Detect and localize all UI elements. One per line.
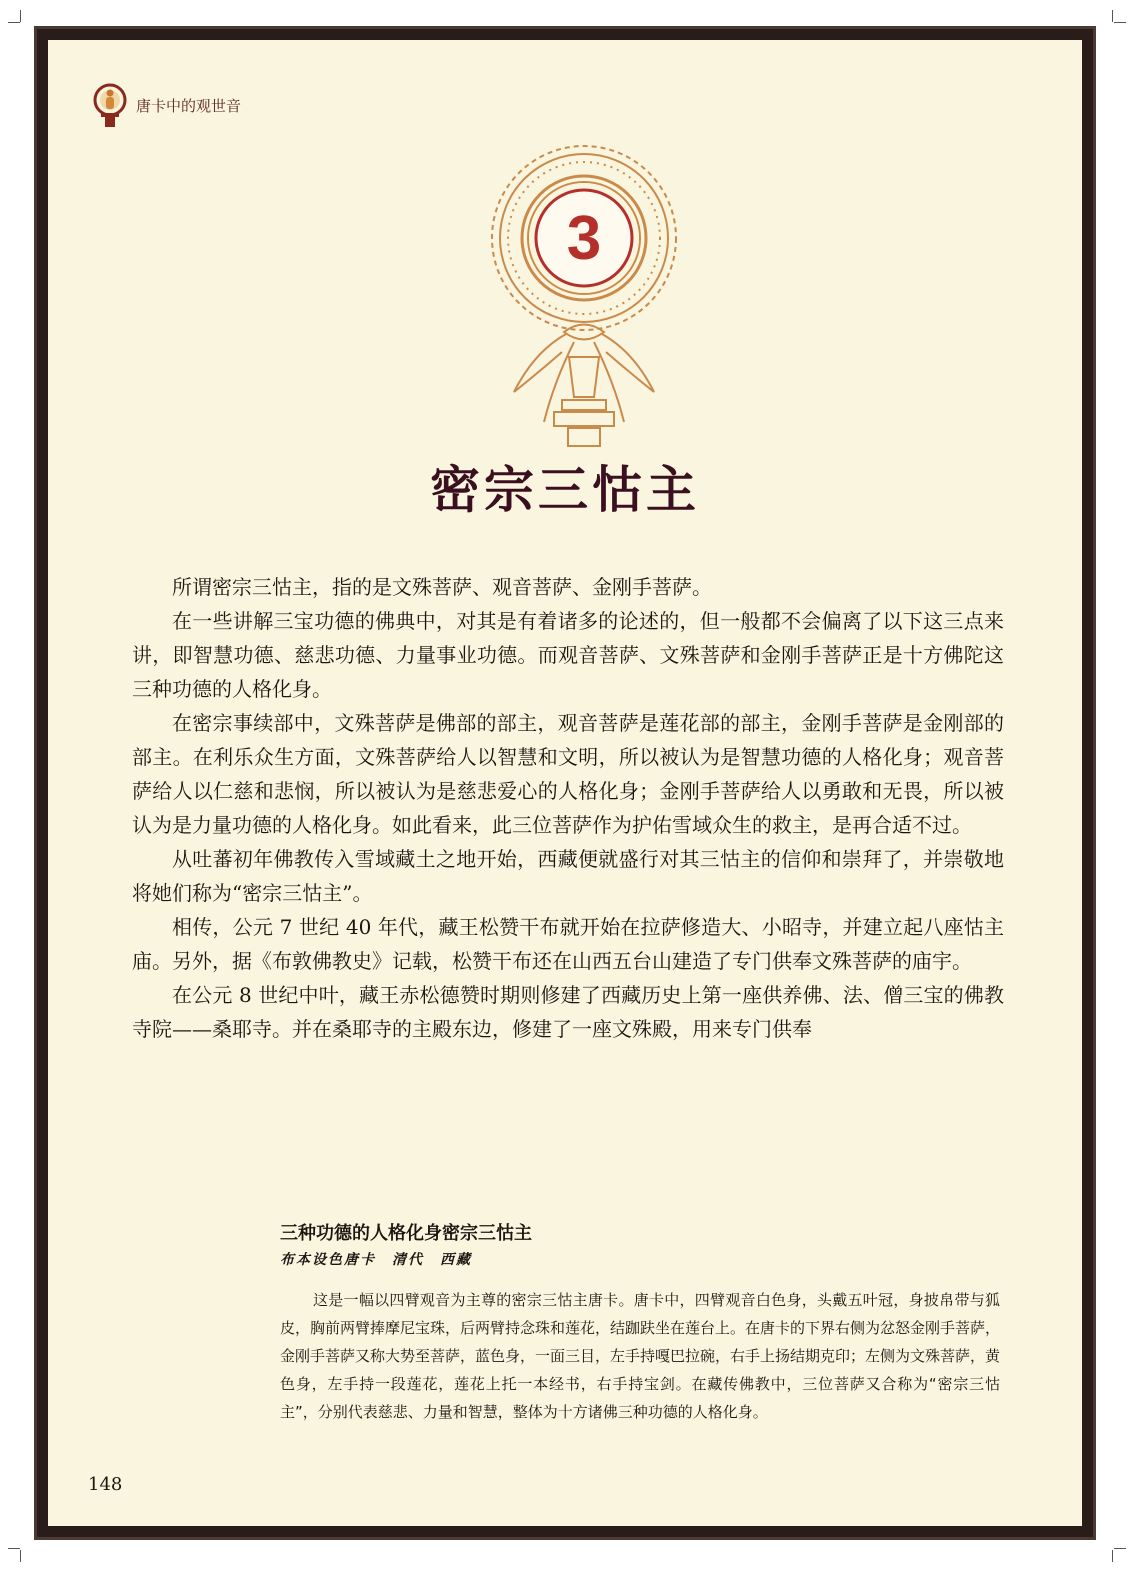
body-paragraph: 相传，公元 7 世纪 40 年代，藏王松赞干布就开始在拉萨修造大、小昭寺，并建立起八座怙主庙。另外，据《布敦佛教史》记载，松赞干布还在山西五台山建造了专门供奉文殊菩萨的庙宇。 [132, 915, 1004, 973]
body-paragraph: 在密宗事续部中，文殊菩萨是佛部的部主，观音菩萨是莲花部的部主，金刚手菩萨是金刚部的部主。在利乐众生方面，文殊菩萨给人以智慧和文明，所以被认为是智慧功德的人格化身；观音菩萨给人以仁慈和悲悯，所以被认为是慈悲爱心的人格化身；金刚手菩萨给人以勇敢和无畏，所以被认为是力量功德的人格化身。如此看来，此三位菩萨作为护佑雪域众生的救主，是再合适不过。 [132, 711, 1004, 837]
book-page [48, 40, 1082, 1526]
body-paragraph: 从吐蕃初年佛教传入雪域藏土之地开始，西藏便就盛行对其三怙主的信仰和崇拜了，并崇敬地将她们称为“密宗三怙主”。 [132, 847, 1004, 905]
crop-mark [1114, 22, 1126, 23]
dharma-wheel-medallion-icon [484, 142, 684, 452]
body-paragraph: 在一些讲解三宝功德的佛典中，对其是有着诸多的论述的，但一般都不会偏离了以下这三点来讲，即智慧功德、慈悲功德、力量事业功德。而观音菩萨、文殊菩萨和金刚手菩萨正是十方佛陀这三种功德的人格化身。 [132, 609, 1004, 701]
body-paragraph: 所谓密宗三怙主，指的是文殊菩萨、观音菩萨、金刚手菩萨。 [172, 575, 712, 599]
crop-mark [1114, 1548, 1126, 1549]
caption-meta: 布本设色唐卡 清代 西藏 [280, 1252, 472, 1268]
page-number: 148 [88, 1474, 123, 1495]
crop-mark [8, 22, 20, 23]
chapter-medallion [484, 142, 684, 452]
body-paragraph: 在公元 8 世纪中叶，藏王赤松德赞时期则修建了西藏历史上第一座供养佛、法、僧三宝的佛教寺院——桑耶寺。并在桑耶寺的主殿东边，修建了一座文殊殿，用来专门供奉 [132, 983, 1004, 1041]
crop-mark [1112, 1550, 1113, 1562]
chapter-title: 密宗三怙主 [430, 460, 700, 519]
caption-title: 三种功德的人格化身密宗三怙主 [280, 1223, 532, 1244]
caption-body: 这是一幅以四臂观音为主尊的密宗三怙主唐卡。唐卡中，四臂观音白色身，头戴五叶冠，身披帛带与狐皮，胸前两臂捧摩尼宝珠，后两臂持念珠和莲花，结跏趺坐在莲台上。在唐卡的下界右侧为忿怒金刚手菩萨，金刚手菩萨又称大势至菩萨，蓝色身，一面三目，左手持嘎巴拉碗，右手上扬结期克印；左侧为文殊菩萨，黄色身，左手持一段莲花，莲花上托一本经书，右手持宝剑。在藏传佛教中，三位菩萨又合称为“密宗三怙主”，分别代表慈悲、力量和智慧，整体为十方诸佛三种功德的人格化身。 [280, 1291, 1001, 1421]
crop-mark [20, 1550, 21, 1562]
crop-mark [20, 10, 21, 22]
running-header [92, 80, 241, 130]
crop-mark [8, 1548, 20, 1549]
crop-mark [1112, 10, 1113, 22]
figure-caption [280, 1220, 1000, 1426]
running-header-label: 唐卡中的观世音 [136, 96, 242, 115]
chapter-number: 3 [566, 204, 602, 273]
body-text [132, 570, 1004, 1046]
bodhisattva-emblem-icon [92, 80, 128, 130]
